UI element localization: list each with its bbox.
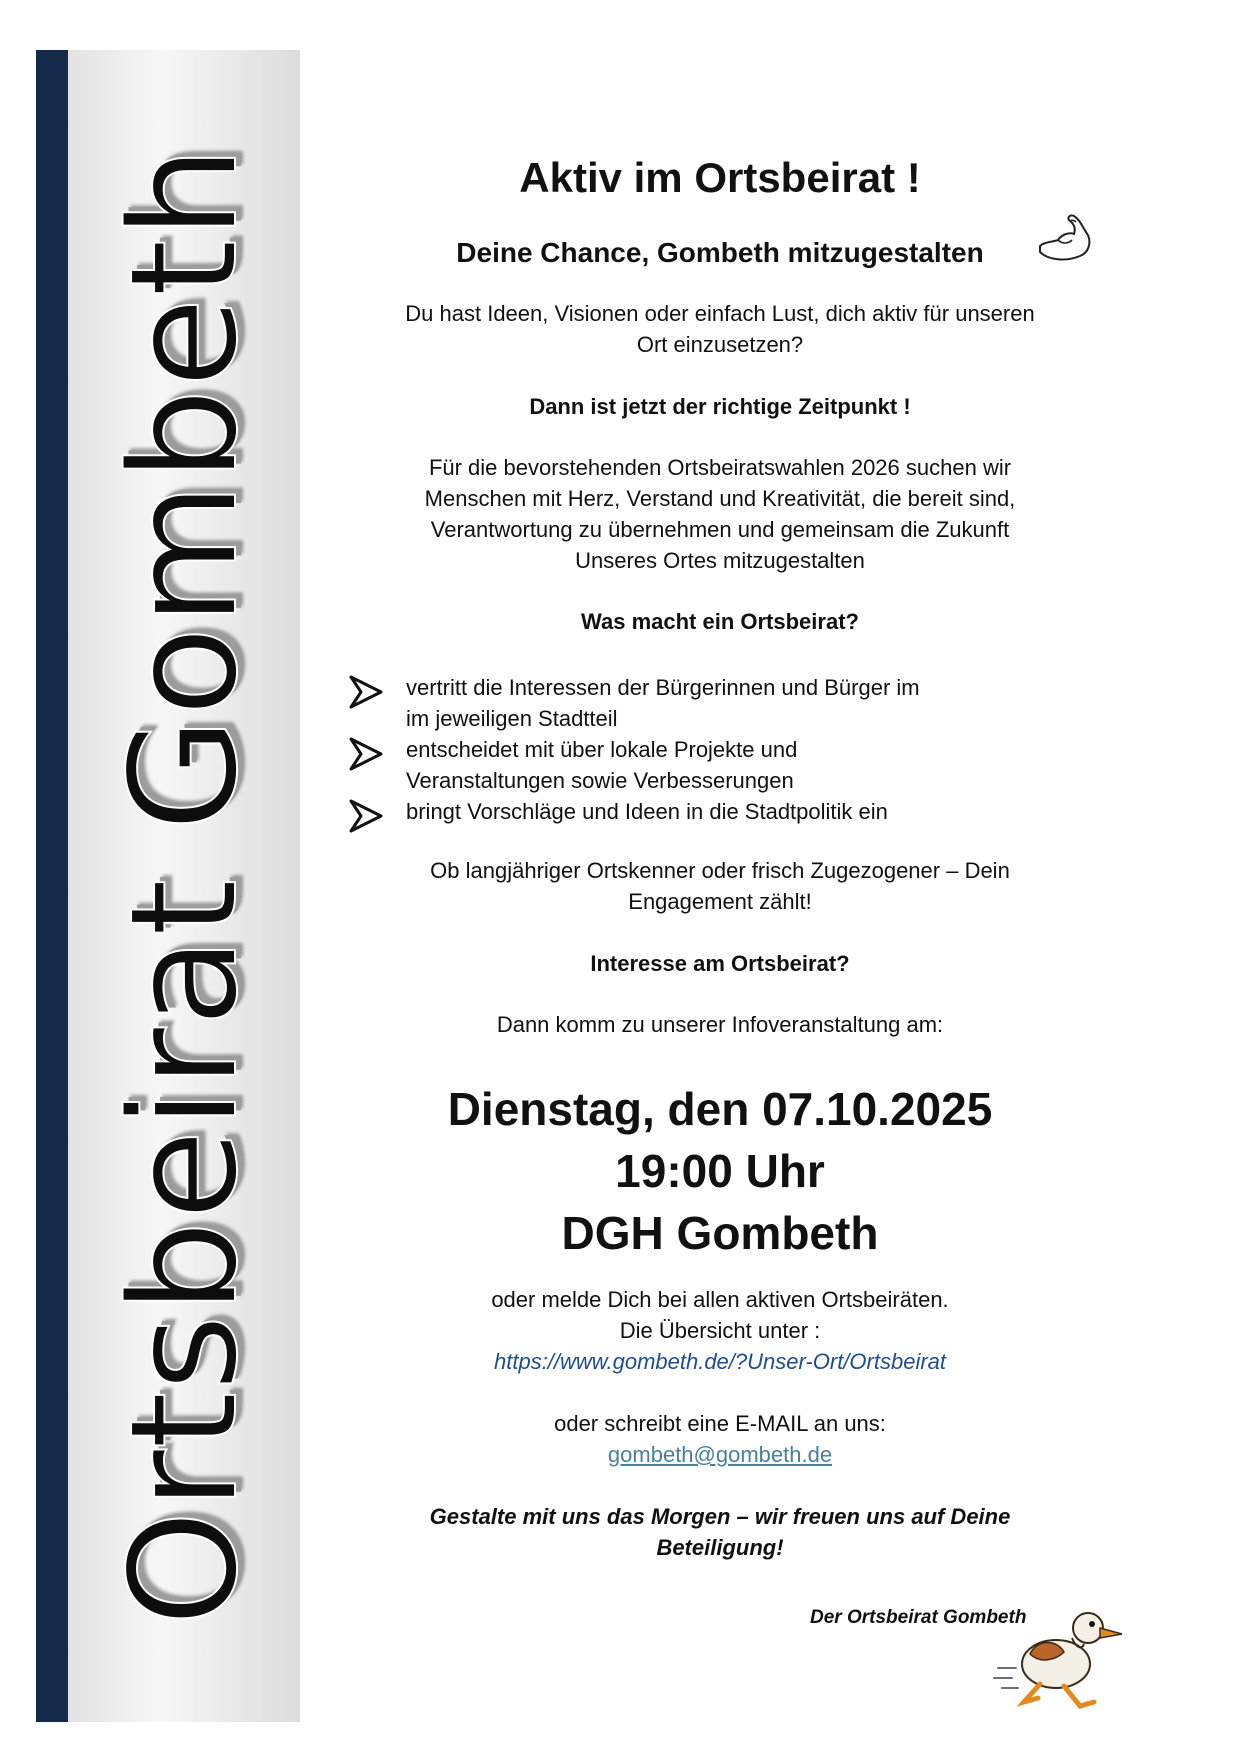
contact-line-1: oder melde Dich bei allen aktiven Ortsbeiräten. — [491, 1287, 949, 1312]
flexed-biceps-icon — [1036, 212, 1094, 268]
email-link[interactable]: gombeth@gombeth.de — [607, 1442, 833, 1467]
running-duck-icon — [990, 1594, 1130, 1714]
sidebar-title: Ortsbeirat Gombeth — [98, 145, 270, 1627]
tasks-heading: Was macht ein Ortsbeirat? — [581, 609, 859, 634]
engagement-line-1: Ob langjähriger Ortskenner oder frisch Zugezogener – Dein — [430, 858, 1010, 883]
arrow-bullet-icon — [348, 736, 384, 772]
closing-text — [340, 1501, 1100, 1563]
list-item — [340, 734, 1040, 796]
intro-paragraph — [340, 298, 1100, 360]
closing-line-1: Gestalte mit uns das Morgen – wir freuen uns auf Deine — [429, 1504, 1011, 1529]
invite-heading: Interesse am Ortsbeirat? — [590, 951, 850, 976]
event-block — [340, 1078, 1100, 1264]
intro-line-2: Ort einzusetzen? — [636, 332, 804, 357]
engagement-line-2: Engagement zählt! — [628, 889, 812, 914]
tasks-list — [340, 672, 1040, 827]
arrow-bullet-icon — [348, 674, 384, 710]
signature: Der Ortsbeirat Gombeth — [810, 1607, 1027, 1628]
page-subtitle: Deine Chance, Gombeth mitzugestalten — [456, 237, 984, 268]
contact-line-2: Die Übersicht unter : — [619, 1318, 821, 1343]
page-title: Aktiv im Ortsbeirat ! — [519, 154, 921, 201]
invite-text: Dann komm zu unserer Infoveranstaltung am: — [496, 1012, 944, 1037]
mail-block — [340, 1408, 1100, 1470]
arrow-bullet-icon — [348, 798, 384, 834]
event-time: 19:00 Uhr — [615, 1145, 825, 1197]
mail-intro: oder schreibt eine E-MAIL an uns: — [554, 1411, 886, 1436]
sidebar-accent-bar — [36, 50, 68, 1722]
intro-call: Dann ist jetzt der richtige Zeitpunkt ! — [529, 394, 911, 419]
closing-line-2: Beteiligung! — [656, 1535, 784, 1560]
search-line-1: Für die bevorstehenden Ortsbeiratswahlen 2026 suchen wir — [428, 455, 1012, 480]
task-2-line-2: Veranstaltungen sowie Verbesserungen — [406, 768, 794, 793]
contact-block — [340, 1284, 1100, 1377]
task-1-line-1: vertritt die Interessen der Bürgerinnen und Bürger im — [406, 675, 920, 700]
search-line-4: Unseres Ortes mitzugestalten — [575, 548, 865, 573]
intro-line-1: Du hast Ideen, Visionen oder einfach Lust, dich aktiv für unseren — [405, 301, 1035, 326]
event-date: Dienstag, den 07.10.2025 — [447, 1083, 993, 1135]
task-2-line-1: entscheidet mit über lokale Projekte und — [406, 737, 798, 762]
search-line-3: Verantwortung zu übernehmen und gemeinsam die Zukunft — [430, 517, 1010, 542]
search-line-2: Menschen mit Herz, Verstand und Kreativität, die bereit sind, — [424, 486, 1016, 511]
list-item — [340, 672, 1040, 734]
engagement-paragraph — [340, 855, 1100, 917]
list-item — [340, 796, 1040, 827]
task-3-line-1: bringt Vorschläge und Ideen in die Stadtpolitik ein — [406, 799, 888, 824]
website-link[interactable]: https://www.gombeth.de/?Unser-Ort/Ortsbeirat — [494, 1349, 946, 1374]
task-1-line-2: im jeweiligen Stadtteil — [406, 706, 618, 731]
event-place: DGH Gombeth — [561, 1207, 879, 1259]
search-paragraph — [340, 452, 1100, 576]
